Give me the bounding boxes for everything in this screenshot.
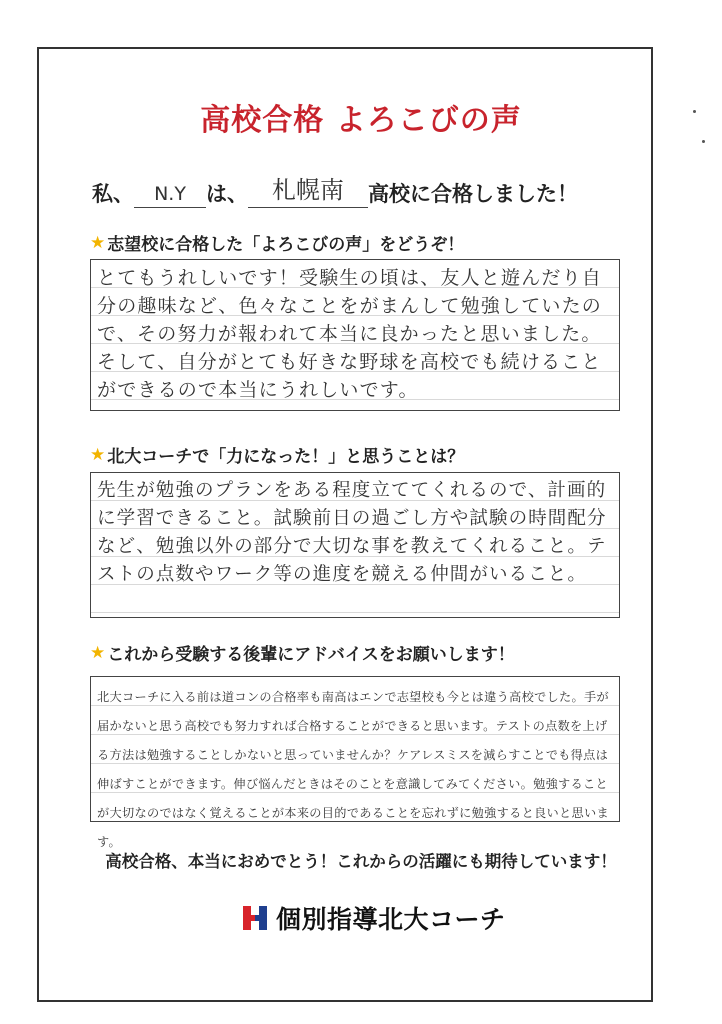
intro-prefix: 私、 bbox=[92, 182, 134, 206]
page-title: 高校合格 よろこびの声 bbox=[200, 103, 522, 138]
star-icon: ★ bbox=[90, 232, 106, 253]
intro-suffix: 高校に合格しました！ bbox=[368, 182, 578, 206]
star-icon: ★ bbox=[90, 642, 106, 663]
answer-box-advice bbox=[90, 676, 620, 849]
handwritten-answer: 先生が勉強のプランをある程度立ててくれるので、計画的に学習できること。試験前日の過ごし方や試験の時間配分など、勉強以外の部分で大切な事を教えてくれること。テストの点数やワーク等の進度を競える仲間がいること。 bbox=[97, 480, 607, 585]
section-heading-text: 志望校に合格した「よろこびの声」をどうぞ！ bbox=[107, 235, 465, 255]
handwritten-answer: 北大コーチに入る前は道コンの合格率も南高はエンで志望校も今とは違う高校でした。手が届かないと思う高校でも努力すれば合格することができると思います。テストの点数を上げる方法は勉強することしかないと思っていませんか？ケアレスミスを減らすことでも得点は伸ばすことができます。伸び悩んだときはそのことを意識してみてください。勉強することが大切なのではなく覚えることが本来の目的であることを忘れずに勉強すると良いと思います。 bbox=[97, 690, 609, 849]
student-name-field: N.Y bbox=[134, 183, 206, 208]
section-heading-advice bbox=[90, 640, 515, 665]
section-heading-text: これから受験する後輩にアドバイスをお願いします！ bbox=[107, 645, 515, 665]
brand-name: 個別指導北大コーチ bbox=[276, 905, 506, 934]
school-name-field: 札幌南 bbox=[248, 170, 368, 208]
section-heading-joy bbox=[90, 230, 464, 255]
handwritten-answer: とてもうれしいです！受験生の頃は、友人と遊んだり自分の趣味など、色々なことをがまんして勉強していたので、その努力が報われて本当に良かったと思いました。そして、自分がとても好きな野球を高校でも続けることができるので本当にうれしいです。 bbox=[97, 267, 603, 401]
scan-speck bbox=[693, 110, 696, 113]
star-icon: ★ bbox=[90, 444, 106, 465]
closing-message: 高校合格、本当におめでとう！これからの活躍にも期待しています！ bbox=[105, 852, 617, 871]
answer-box-helpful bbox=[90, 472, 620, 618]
brand-logo bbox=[240, 901, 506, 935]
intro-line bbox=[92, 168, 578, 208]
answer-box-joy bbox=[90, 259, 620, 411]
section-heading-text: 北大コーチで「力になった！」と思うことは？ bbox=[107, 447, 465, 467]
section-heading-helpful bbox=[90, 442, 464, 467]
scan-speck bbox=[702, 140, 705, 143]
intro-middle: は、 bbox=[206, 182, 248, 206]
hokudai-coach-logo-icon bbox=[240, 903, 270, 933]
